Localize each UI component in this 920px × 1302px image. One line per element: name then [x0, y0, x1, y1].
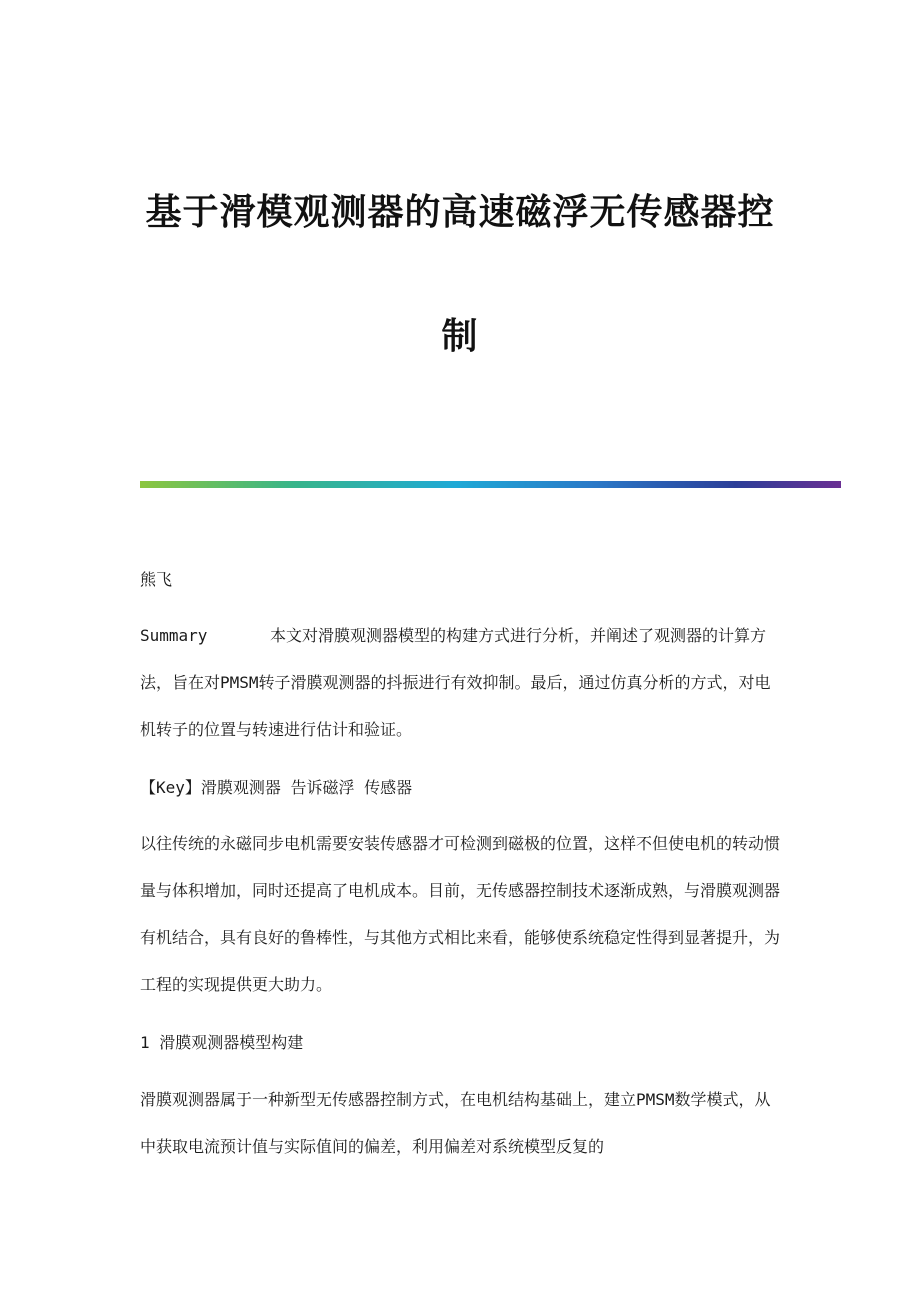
intro-paragraph: 以往传统的永磁同步电机需要安装传感器才可检测到磁极的位置，这样不但使电机的转动惯量与体积增加，同时还提高了电机成本。目前，无传感器控制技术逐渐成熟，与滑膜观测器有机结合，具有良好的鲁棒性，与其他方式相比来看，能够使系统稳定性得到显著提升，为工程的实现提供更大助力。 [140, 834, 781, 994]
section-heading: 1 滑膜观测器模型构建 [140, 1033, 304, 1052]
keywords-line: 【Key】滑膜观测器 告诉磁浮 传感器 [140, 778, 413, 797]
summary-paragraph [140, 612, 780, 753]
summary-text: 本文对滑膜观测器模型的构建方式进行分析，并阐述了观测器的计算方法，旨在对PMSM转子滑膜观测器的抖振进行有效抑制。最后，通过仿真分析的方式，对电机转子的位置与转速进行估计和验证。 [140, 626, 771, 739]
document-title-line-2: 制 [441, 315, 479, 357]
summary-label: Summary [140, 626, 208, 645]
title-divider-rule [140, 481, 841, 488]
body-paragraph: 滑膜观测器属于一种新型无传感器控制方式，在电机结构基础上，建立PMSM数学模式，从中获取电流预计值与实际值间的偏差，利用偏差对系统模型反复的 [140, 1090, 771, 1156]
document-title-line-1: 基于滑模观测器的高速磁浮无传感器控 [145, 191, 775, 233]
author-name: 熊飞 [140, 570, 173, 589]
